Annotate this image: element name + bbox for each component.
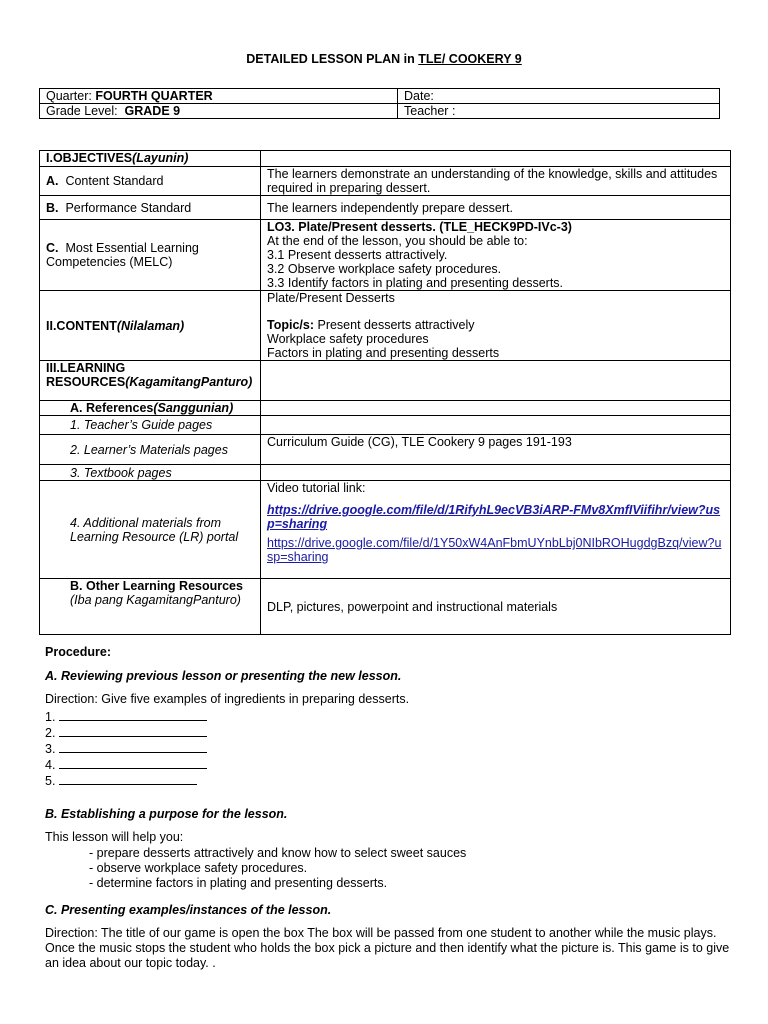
grade-value: GRADE 9 (124, 104, 181, 118)
teacher-cell: Teacher : (398, 104, 720, 119)
additional-materials-value: Video tutorial link: https://drive.google.com/file/d/1RifyhL9ecVB3iARP-FMv8XmfIViifihr/view?usp=sharing https://drive.google.com/file/d/1Y50xW4AnFbmUYnbLbj0NIbROHugdgBzq/view?usp=sharing (261, 481, 731, 579)
table-row (40, 416, 731, 435)
resources-heading: III.LEARNING RESOURCES(KagamitangPanturo) (40, 361, 261, 401)
header-table (39, 88, 720, 119)
quarter-cell: Quarter: FOURTH QUARTER (40, 89, 398, 104)
date-cell: Date: (398, 89, 720, 104)
melc-value: LO3. Plate/Present desserts. (TLE_HECK9PD-IVc-3) At the end of the lesson, you should be able to: 3.1 Present desserts attractively. 3.2 Observe workplace safety procedures. 3.3 Identify factors in plating and presenting desserts. (261, 220, 731, 291)
table-row (40, 465, 731, 481)
references-label: A. References(Sanggunian) (40, 401, 261, 416)
list-item: - prepare desserts attractively and know how to select sweet sauces (89, 846, 467, 860)
list-item: 4. (45, 757, 735, 773)
table-row (40, 220, 731, 291)
subject-title: TLE/ COOKERY 9 (418, 52, 522, 66)
procedure-c-text: Direction: The title of our game is open the box The box will be passed from one student to another while the music plays. Once the music stops the student who holds the box pick a picture and then identify what the picture is. This game is to give an idea about our topic today. . (45, 926, 730, 970)
lesson-plan-table (39, 150, 731, 635)
list-item: 3. (45, 741, 735, 757)
melc-label: C. Most Essential Learning Competencies (MELC) (40, 220, 261, 291)
table-row (40, 361, 731, 401)
performance-standard-value: The learners independently prepare dessert. (261, 196, 731, 220)
procedure-a-heading: A. Reviewing previous lesson or presenting the new lesson. (45, 669, 402, 683)
content-value: Plate/Present Desserts Topic/s: Present desserts attractively Workplace safety procedures Factors in plating and presenting desserts (261, 291, 731, 361)
table-row (40, 291, 731, 361)
grade-cell: Grade Level: GRADE 9 (40, 104, 398, 119)
procedure-c-heading: C. Presenting examples/instances of the lesson. (45, 903, 332, 917)
content-standard-value: The learners demonstrate an understanding of the knowledge, skills and attitudes required in preparing dessert. (261, 167, 731, 196)
table-row (40, 579, 731, 635)
procedure-b-intro: This lesson will help you: (45, 830, 184, 844)
content-standard-label: A. Content Standard (40, 167, 261, 196)
list-item: 2. (45, 725, 735, 741)
table-row (40, 435, 731, 465)
quarter-value: FOURTH QUARTER (95, 89, 213, 103)
other-resources-value: DLP, pictures, powerpoint and instructional materials (261, 579, 731, 635)
video-link-1[interactable]: https://drive.google.com/file/d/1RifyhL9ecVB3iARP-FMv8XmfIViifihr/view?usp=sharing (267, 503, 721, 531)
purpose-list (89, 846, 729, 891)
table-row (40, 401, 731, 416)
learners-materials-label: 2. Learner’s Materials pages (40, 435, 261, 465)
performance-standard-label: B. Performance Standard (40, 196, 261, 220)
procedure-a-direction: Direction: Give five examples of ingredients in preparing desserts. (45, 692, 410, 706)
table-row (40, 167, 731, 196)
procedure-b-heading: B. Establishing a purpose for the lesson. (45, 807, 288, 821)
other-resources-label: B. Other Learning Resources (Iba pang KagamitangPanturo) (40, 579, 261, 635)
document-title: DETAILED LESSON PLAN in TLE/ COOKERY 9 (246, 52, 522, 66)
video-link-2[interactable]: https://drive.google.com/file/d/1Y50xW4AnFbmUYnbLbj0NIbROHugdgBzq/view?usp=sharing (267, 536, 722, 564)
objectives-heading: I.OBJECTIVES(Layunin) (40, 151, 261, 167)
content-heading: II.CONTENT(Nilalaman) (40, 291, 261, 361)
list-item: - determine factors in plating and presenting desserts. (89, 876, 388, 890)
table-row (40, 196, 731, 220)
melc-code: LO3. Plate/Present desserts. (TLE_HECK9PD-IVc-3) (267, 220, 572, 234)
list-item: - observe workplace safety procedures. (89, 861, 308, 875)
answer-list (45, 709, 735, 789)
learners-materials-value: Curriculum Guide (CG), TLE Cookery 9 pages 191-193 (261, 435, 731, 465)
table-row (40, 481, 731, 579)
list-item: 5. (45, 773, 735, 789)
list-item: 1. (45, 709, 735, 725)
teachers-guide-label: 1. Teacher’s Guide pages (40, 416, 261, 435)
table-row (40, 151, 731, 167)
additional-materials-label: 4. Additional materials from Learning Resource (LR) portal (40, 481, 261, 579)
textbook-label: 3. Textbook pages (40, 465, 261, 481)
procedure-heading: Procedure: (45, 645, 111, 659)
